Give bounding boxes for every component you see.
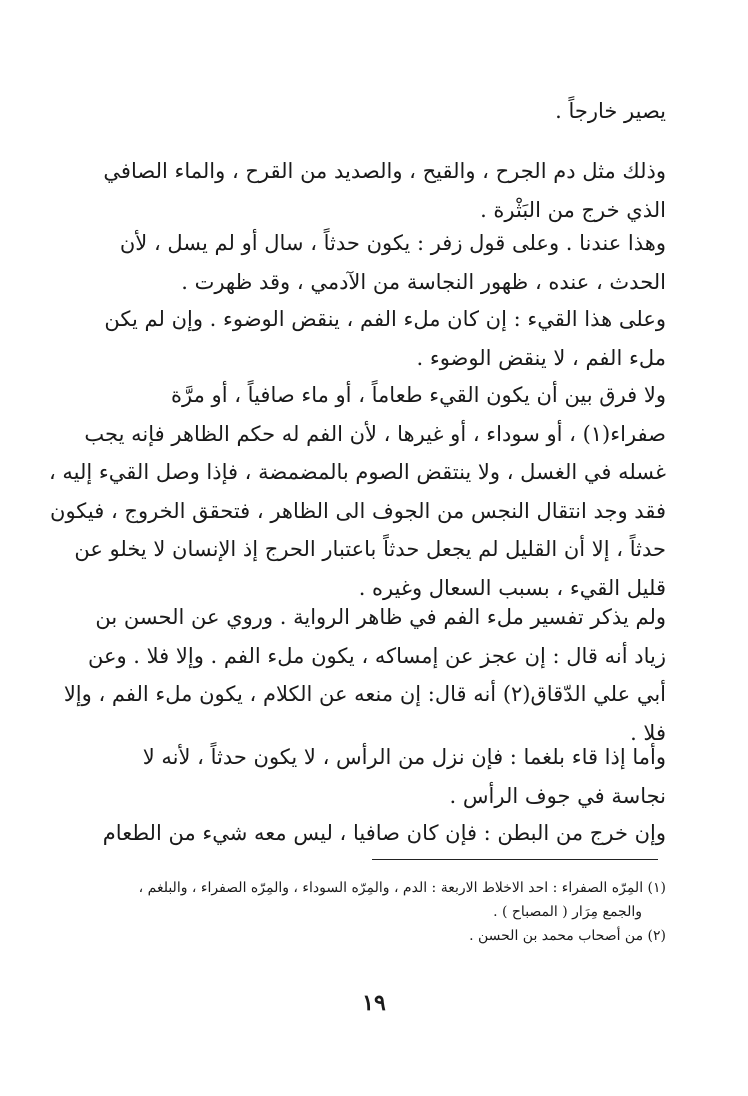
paragraph-6 [126,738,666,815]
text-line: وإن خرج من البطن : فإن كان صافيا ، ليس معه شيء من الطعام [102,821,666,845]
text-line: صفراء(١) ، أو سوداء ، أو غيرها ، لأن الفم له حكم الظاهر فإنه يجب [84,421,666,446]
text-line: وهذا عندنا . وعلى قول زفر : يكون حدثاً ، سال أو لم يسل ، لأن [119,231,666,255]
footnote-1-continuation: والجمع مِرَار ( المصباح ) . [493,904,642,920]
body-text-line-1 [126,92,666,131]
text-line: ولم يذكر تفسير ملء الفم في ظاهر الرواية . وروي عن الحسن بن [95,605,666,629]
text-line: فلا . [630,720,666,745]
text-line: وذلك مثل دم الجرح ، والقيح ، والصديد من القرح ، والماء الصافي [103,159,666,183]
text-line: ملء الفم ، لا ينقض الوضوء . [416,345,666,370]
paragraph-4 [48,376,666,607]
paragraph-1 [103,152,666,229]
footnote-2: (٢) من أصحاب محمد بن الحسن . [469,928,666,944]
paragraph-3 [104,300,666,377]
text-line: حدثاً ، إلا أن القليل لم يجعل حدثاً باعتبار الحرج إذ الإنسان لا يخلو عن [74,537,666,561]
paragraph-5 [63,598,666,752]
text-line: وعلى هذا القيء : إن كان ملء الفم ، ينقض الوضوء . وإن لم يكن [104,307,666,331]
text-line: الحدث ، عنده ، ظهور النجاسة من الآدمي ، وقد ظهرت . [181,269,666,294]
text-line: زياد أنه قال : إن عجز عن إمساكه ، يكون ملء الفم . وإلا فلا . وعن [87,643,666,668]
text-line: نجاسة في جوف الرأس . [449,783,666,808]
footnote-separator [372,859,658,860]
text-line: قليل القيء ، بسبب السعال وغيره . [358,575,666,600]
footnotes [120,876,666,948]
text-line: يصير خارجاً . [555,99,666,123]
footnote-1: (١) المِرّه الصفراء : احد الاخلاط الاربعة : الدم ، والمِرّه السوداء ، والمِرّه الصفراء ، والبلغم ، [138,880,666,896]
text-line: وأما إذا قاء بلغما : فإن نزل من الرأس ، لا يكون حدثاً ، لأنه لا [142,745,666,769]
text-line: الذي خرج من البَثْرة . [480,197,666,222]
paragraph-7 [102,814,666,853]
text-line: فقد وجد انتقال النجس من الجوف الى الظاهر ، فتحقق الخروج ، فيكون [50,498,666,523]
text-line: أبي علي الدّقاق(٢) أنه قال: إن منعه عن الكلام ، يكون ملء الفم ، وإلا [63,682,666,706]
paragraph-2 [119,224,666,301]
text-line: غسله في الغسل ، ولا ينتقض الصوم بالمضمضة ، فإذا وصل القيء إليه ، [48,460,666,484]
page-number: ١٩ [362,990,386,1016]
text-line: ولا فرق بين أن يكون القيء طعاماً ، أو ماء صافياً ، أو مرَّة [171,383,666,407]
